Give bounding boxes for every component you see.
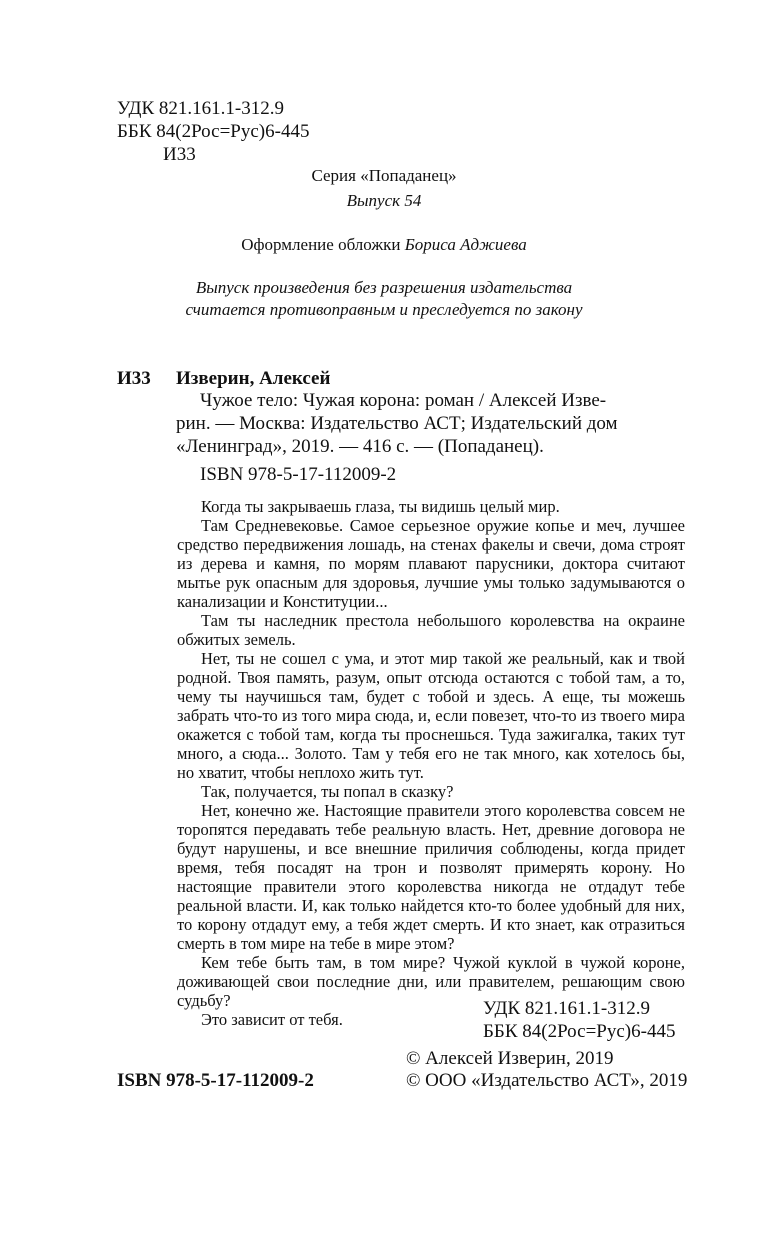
copyright-warning-line1: Выпуск произведения без разрешения издательства [195, 278, 573, 297]
cover-artist: Бориса Аджиева [404, 235, 527, 254]
udk-code: УДК 821.161.1-312.9 [117, 98, 284, 119]
annotation-paragraph: Кем тебе быть там, в том мире? Чужой куклой в чужой короне, доживающей свои последние дни, или правителем, решающим свою судьбу? [177, 953, 685, 1010]
footer-bbk: ББК 84(2Рос=Рус)6-445 [483, 1021, 676, 1042]
footer-udk: УДК 821.161.1-312.9 [483, 998, 650, 1019]
annotation-paragraph: Там ты наследник престола небольшого королевства на окраине обжитых земель. [177, 611, 685, 649]
issue-number: Выпуск 54 [346, 191, 422, 210]
annotation [177, 497, 685, 1029]
footer-isbn: ISBN 978-5-17-112009-2 [117, 1070, 314, 1091]
annotation-paragraph: Там Средневековье. Самое серьезное оружие копье и меч, лучшее средство передвижения лошадь, на стенах факелы и свечи, дома строят из дерева и камня, по морям плавают парусники, доктора считают мытье рук опасным для здоровья, лучшие умы только задумываются о канализации и Конституции... [177, 516, 685, 611]
cover-design-credit [0, 235, 768, 254]
catalog-desc-line1: Чужое тело: Чужая корона: роман / Алексей Изве- [200, 390, 607, 411]
annotation-paragraph: Это зависит от тебя. [201, 1010, 343, 1029]
catalog-desc-line2: рин. — Москва: Издательство АСТ; Издательский дом [176, 413, 618, 434]
copyright-warning-line2: считается противоправным и преследуется по закону [185, 300, 583, 319]
catalog-desc-line3: «Ленинград», 2019. — 416 с. — (Попаданец). [176, 436, 544, 457]
annotation-paragraph: Нет, ты не сошел с ума, и этот мир такой же реальный, как и твой родной. Твоя память, разум, опыт отсюда остаются с тобой там, а то, чему ты научишься там, будет с тобой и здесь. А еще, ты можешь забрать что-то из того мира сюда, и, если повезет, что-то из твоего мира окажется с тобой там, когда ты проснешься. Туда зажигалка, таких тут много, а сюда... Золото. Там у тебя его не так много, как хотелось бы, но хватит, чтобы неплохо жить тут. [177, 649, 685, 782]
catalog-author: Изверин, Алексей [176, 368, 331, 389]
cover-prefix: Оформление обложки [241, 235, 405, 254]
series-title: Серия «Попаданец» [311, 166, 457, 185]
annotation-paragraph: Нет, конечно же. Настоящие правители этого королевства совсем не торопятся передавать тебе реальную власть. Нет, древние договора не будут нарушены, и все внешние приличия соблюдены, когда придет время, тебя посадят на трон и позволят примерять корону. Но настоящие правители этого королевства никогда не отдадут тебе реальной власти. И, как только найдется кто-то более удобный для них, то корону отдадут ему, а тебя ждет смерть. И кто знает, как отразиться смерть в том мире на тебе в мире этом? [177, 801, 685, 953]
catalog-mark: И33 [117, 368, 151, 389]
author-mark: И33 [163, 144, 196, 165]
bbk-code: ББК 84(2Рос=Рус)6-445 [117, 121, 310, 142]
copyright-publisher: © ООО «Издательство АСТ», 2019 [406, 1070, 688, 1091]
annotation-paragraph: Так, получается, ты попал в сказку? [201, 782, 454, 801]
catalog-isbn: ISBN 978-5-17-112009-2 [200, 464, 397, 485]
annotation-paragraph: Когда ты закрываешь глаза, ты видишь целый мир. [201, 497, 560, 516]
copyright-author: © Алексей Изверин, 2019 [406, 1048, 614, 1069]
